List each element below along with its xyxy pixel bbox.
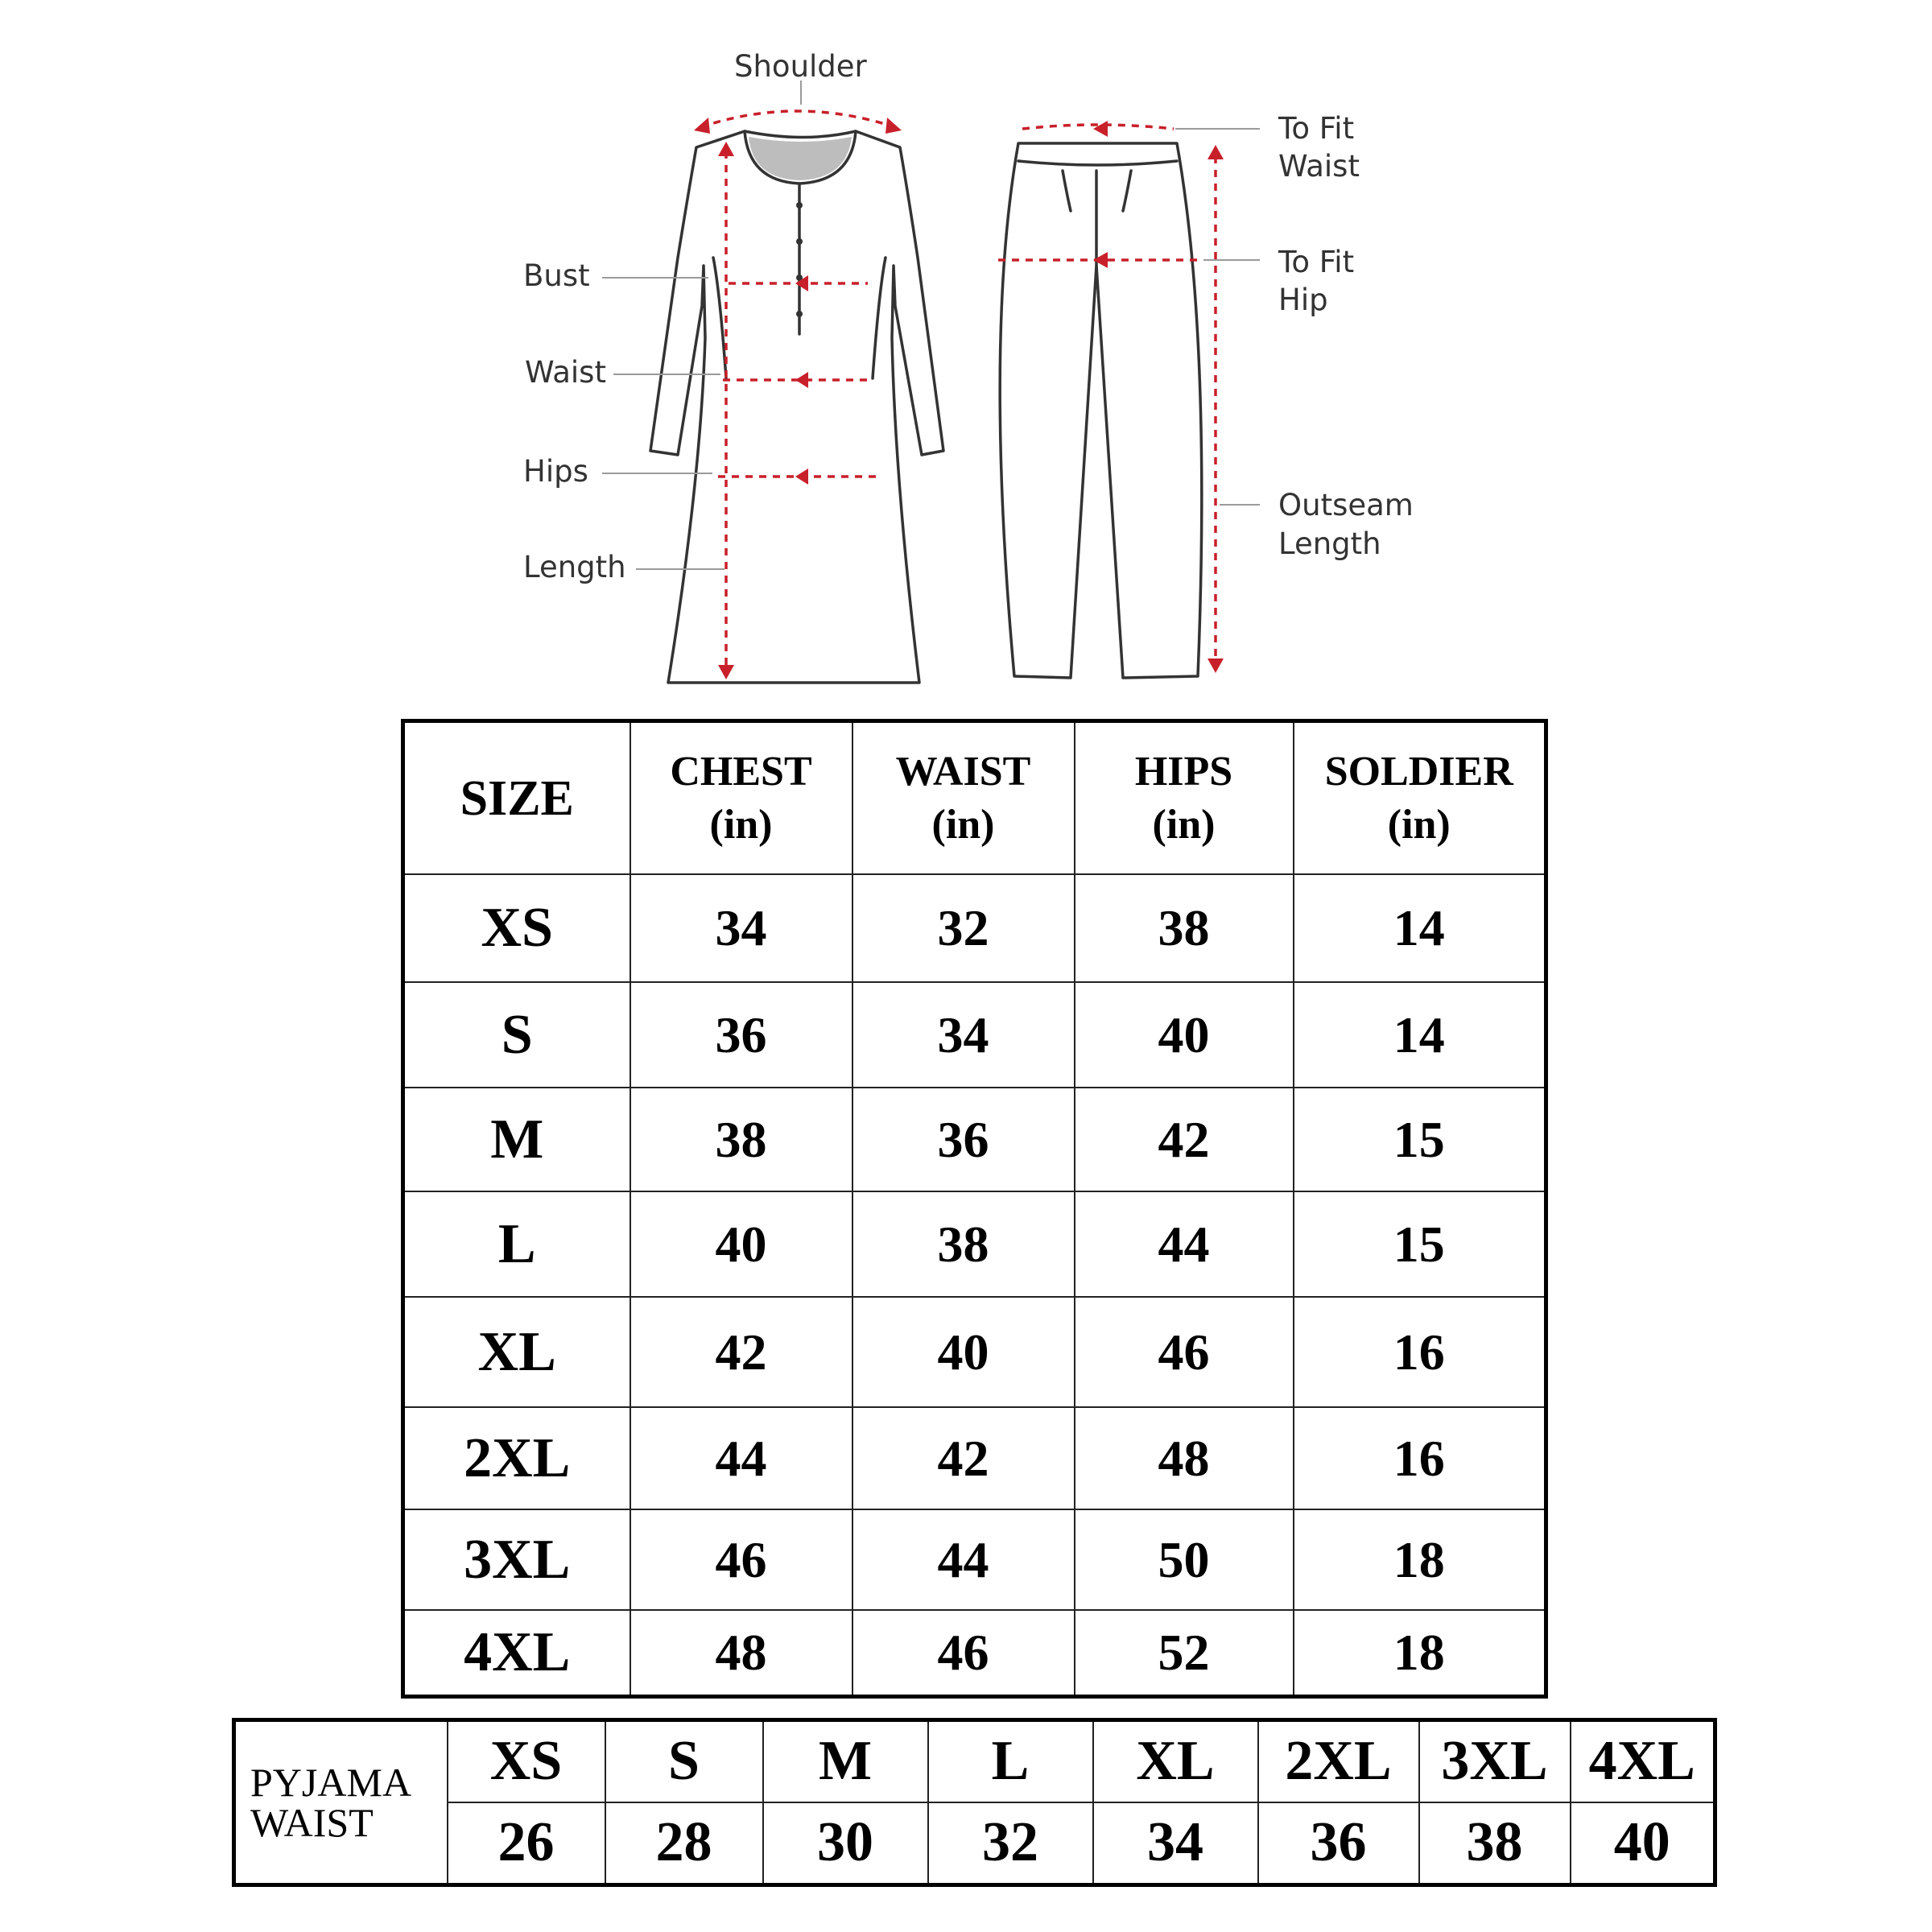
- to-fit-waist-label-line2: Waist: [1278, 149, 1360, 184]
- pyjama-waist-cell: 32: [928, 1802, 1093, 1885]
- pyjama-waist-cell: 38: [1419, 1802, 1571, 1885]
- pyjama-waist-table: [232, 1718, 1717, 1887]
- pyjama-waist-cell: 28: [605, 1802, 763, 1885]
- chest-cell: 40: [630, 1191, 852, 1298]
- table-row: [403, 874, 1546, 982]
- soldier-cell: 15: [1294, 1088, 1546, 1191]
- arrow-icon: [886, 118, 902, 134]
- table-row: [403, 1297, 1546, 1407]
- bust-label: Bust: [523, 258, 590, 293]
- hips-cell: 42: [1075, 1088, 1294, 1191]
- chest-cell: 44: [630, 1407, 852, 1510]
- outseam-label-line2: Length: [1278, 526, 1381, 561]
- pyjama-waist-cell: 30: [763, 1802, 928, 1885]
- size-cell: M: [403, 1088, 630, 1191]
- pyjama-size-cell: S: [605, 1720, 763, 1802]
- hips-cell: 46: [1075, 1297, 1294, 1407]
- size-guide-illustration: [0, 0, 1932, 700]
- size-cell: 4XL: [403, 1610, 630, 1697]
- pyjama-waist-cell: 26: [448, 1802, 605, 1885]
- pants-drawing: [998, 121, 1260, 678]
- arrow-icon: [694, 118, 710, 134]
- table-row: [403, 1509, 1546, 1610]
- button-icon: [796, 238, 803, 245]
- size-chart-table: [401, 719, 1548, 1699]
- button-icon: [796, 311, 803, 317]
- size-header: SIZE: [403, 721, 630, 875]
- kurta-drawing: [602, 80, 943, 683]
- hips-cell: 44: [1075, 1191, 1294, 1298]
- pyjama-waist-cell: 36: [1258, 1802, 1419, 1885]
- pants-pleat: [1063, 171, 1071, 211]
- shoulder-label: Shoulder: [734, 49, 867, 84]
- waist-cell: 46: [852, 1610, 1075, 1697]
- pyjama-size-cell: 2XL: [1258, 1720, 1419, 1802]
- soldier-cell: 15: [1294, 1191, 1546, 1298]
- hips-cell: 38: [1075, 874, 1294, 982]
- waist-cell: 38: [852, 1191, 1075, 1298]
- pyjama-waist-row: [234, 1802, 1715, 1885]
- size-cell: 2XL: [403, 1407, 630, 1510]
- outseam-label-line1: Outseam: [1278, 488, 1414, 522]
- waist-cell: 40: [852, 1297, 1075, 1407]
- arrow-icon: [718, 665, 734, 679]
- soldier-cell: 18: [1294, 1509, 1546, 1610]
- waist-label: Waist: [525, 355, 606, 390]
- hips-cell: 50: [1075, 1509, 1294, 1610]
- arrow-icon: [795, 469, 808, 485]
- soldier-header: SOLDIER (in): [1294, 721, 1546, 875]
- table-row: [403, 1407, 1546, 1510]
- size-cell: XL: [403, 1297, 630, 1407]
- pyjama-size-cell: M: [763, 1720, 928, 1802]
- pyjama-waist-cell: 40: [1571, 1802, 1715, 1885]
- table-header-row: [403, 721, 1546, 875]
- chest-cell: 34: [630, 874, 852, 982]
- soldier-cell: 18: [1294, 1610, 1546, 1697]
- hips-cell: 48: [1075, 1407, 1294, 1510]
- hips-header: HIPS (in): [1075, 721, 1294, 875]
- hips-cell: 52: [1075, 1610, 1294, 1697]
- soldier-cell: 14: [1294, 874, 1546, 982]
- table-row: [403, 1088, 1546, 1191]
- hips-cell: 40: [1075, 982, 1294, 1088]
- table-row: [403, 1610, 1546, 1697]
- kurta-side-seam: [873, 258, 886, 378]
- soldier-cell: 16: [1294, 1407, 1546, 1510]
- pyjama-size-cell: 3XL: [1419, 1720, 1571, 1802]
- pants-pleat: [1123, 171, 1131, 211]
- chest-cell: 46: [630, 1509, 852, 1610]
- arrow-icon: [1208, 658, 1224, 673]
- waist-cell: 36: [852, 1088, 1075, 1191]
- soldier-cell: 16: [1294, 1297, 1546, 1407]
- size-cell: XS: [403, 874, 630, 982]
- soldier-cell: 14: [1294, 982, 1546, 1088]
- pyjama-waist-cell: 34: [1093, 1802, 1258, 1885]
- size-cell: 3XL: [403, 1509, 630, 1610]
- pyjama-size-cell: L: [928, 1720, 1093, 1802]
- pyjama-waist-label: PYJAMA WAIST: [234, 1720, 448, 1885]
- waist-cell: 34: [852, 982, 1075, 1088]
- size-cell: S: [403, 982, 630, 1088]
- table-row: [403, 1191, 1546, 1298]
- kurta-side-seam: [713, 258, 726, 378]
- table-row: [403, 982, 1546, 1088]
- kurta-outline: [650, 131, 943, 683]
- pants-waistband: [1018, 161, 1177, 165]
- length-label: Length: [523, 550, 626, 584]
- arrow-icon: [795, 372, 808, 388]
- waist-cell: 42: [852, 1407, 1075, 1510]
- hips-label: Hips: [523, 454, 588, 489]
- pyjama-size-row: [234, 1720, 1715, 1802]
- chest-cell: 48: [630, 1610, 852, 1697]
- pyjama-size-cell: XS: [448, 1720, 605, 1802]
- waist-header: WAIST (in): [852, 721, 1075, 875]
- size-cell: L: [403, 1191, 630, 1298]
- to-fit-waist-label-line1: To Fit: [1278, 111, 1355, 146]
- pyjama-size-cell: 4XL: [1571, 1720, 1715, 1802]
- arrow-icon: [1208, 145, 1224, 159]
- chest-header: CHEST (in): [630, 721, 852, 875]
- chest-cell: 36: [630, 982, 852, 1088]
- chest-cell: 38: [630, 1088, 852, 1191]
- arrow-icon: [718, 142, 734, 156]
- waist-cell: 32: [852, 874, 1075, 982]
- pyjama-size-cell: XL: [1093, 1720, 1258, 1802]
- arrow-icon: [1093, 121, 1108, 137]
- to-fit-hip-label-line2: Hip: [1278, 283, 1328, 317]
- waist-cell: 44: [852, 1509, 1075, 1610]
- to-fit-hip-label-line1: To Fit: [1278, 245, 1355, 279]
- pants-outline: [1000, 143, 1202, 678]
- shoulder-measure-line: [700, 111, 895, 127]
- button-icon: [796, 202, 803, 208]
- chest-cell: 42: [630, 1297, 852, 1407]
